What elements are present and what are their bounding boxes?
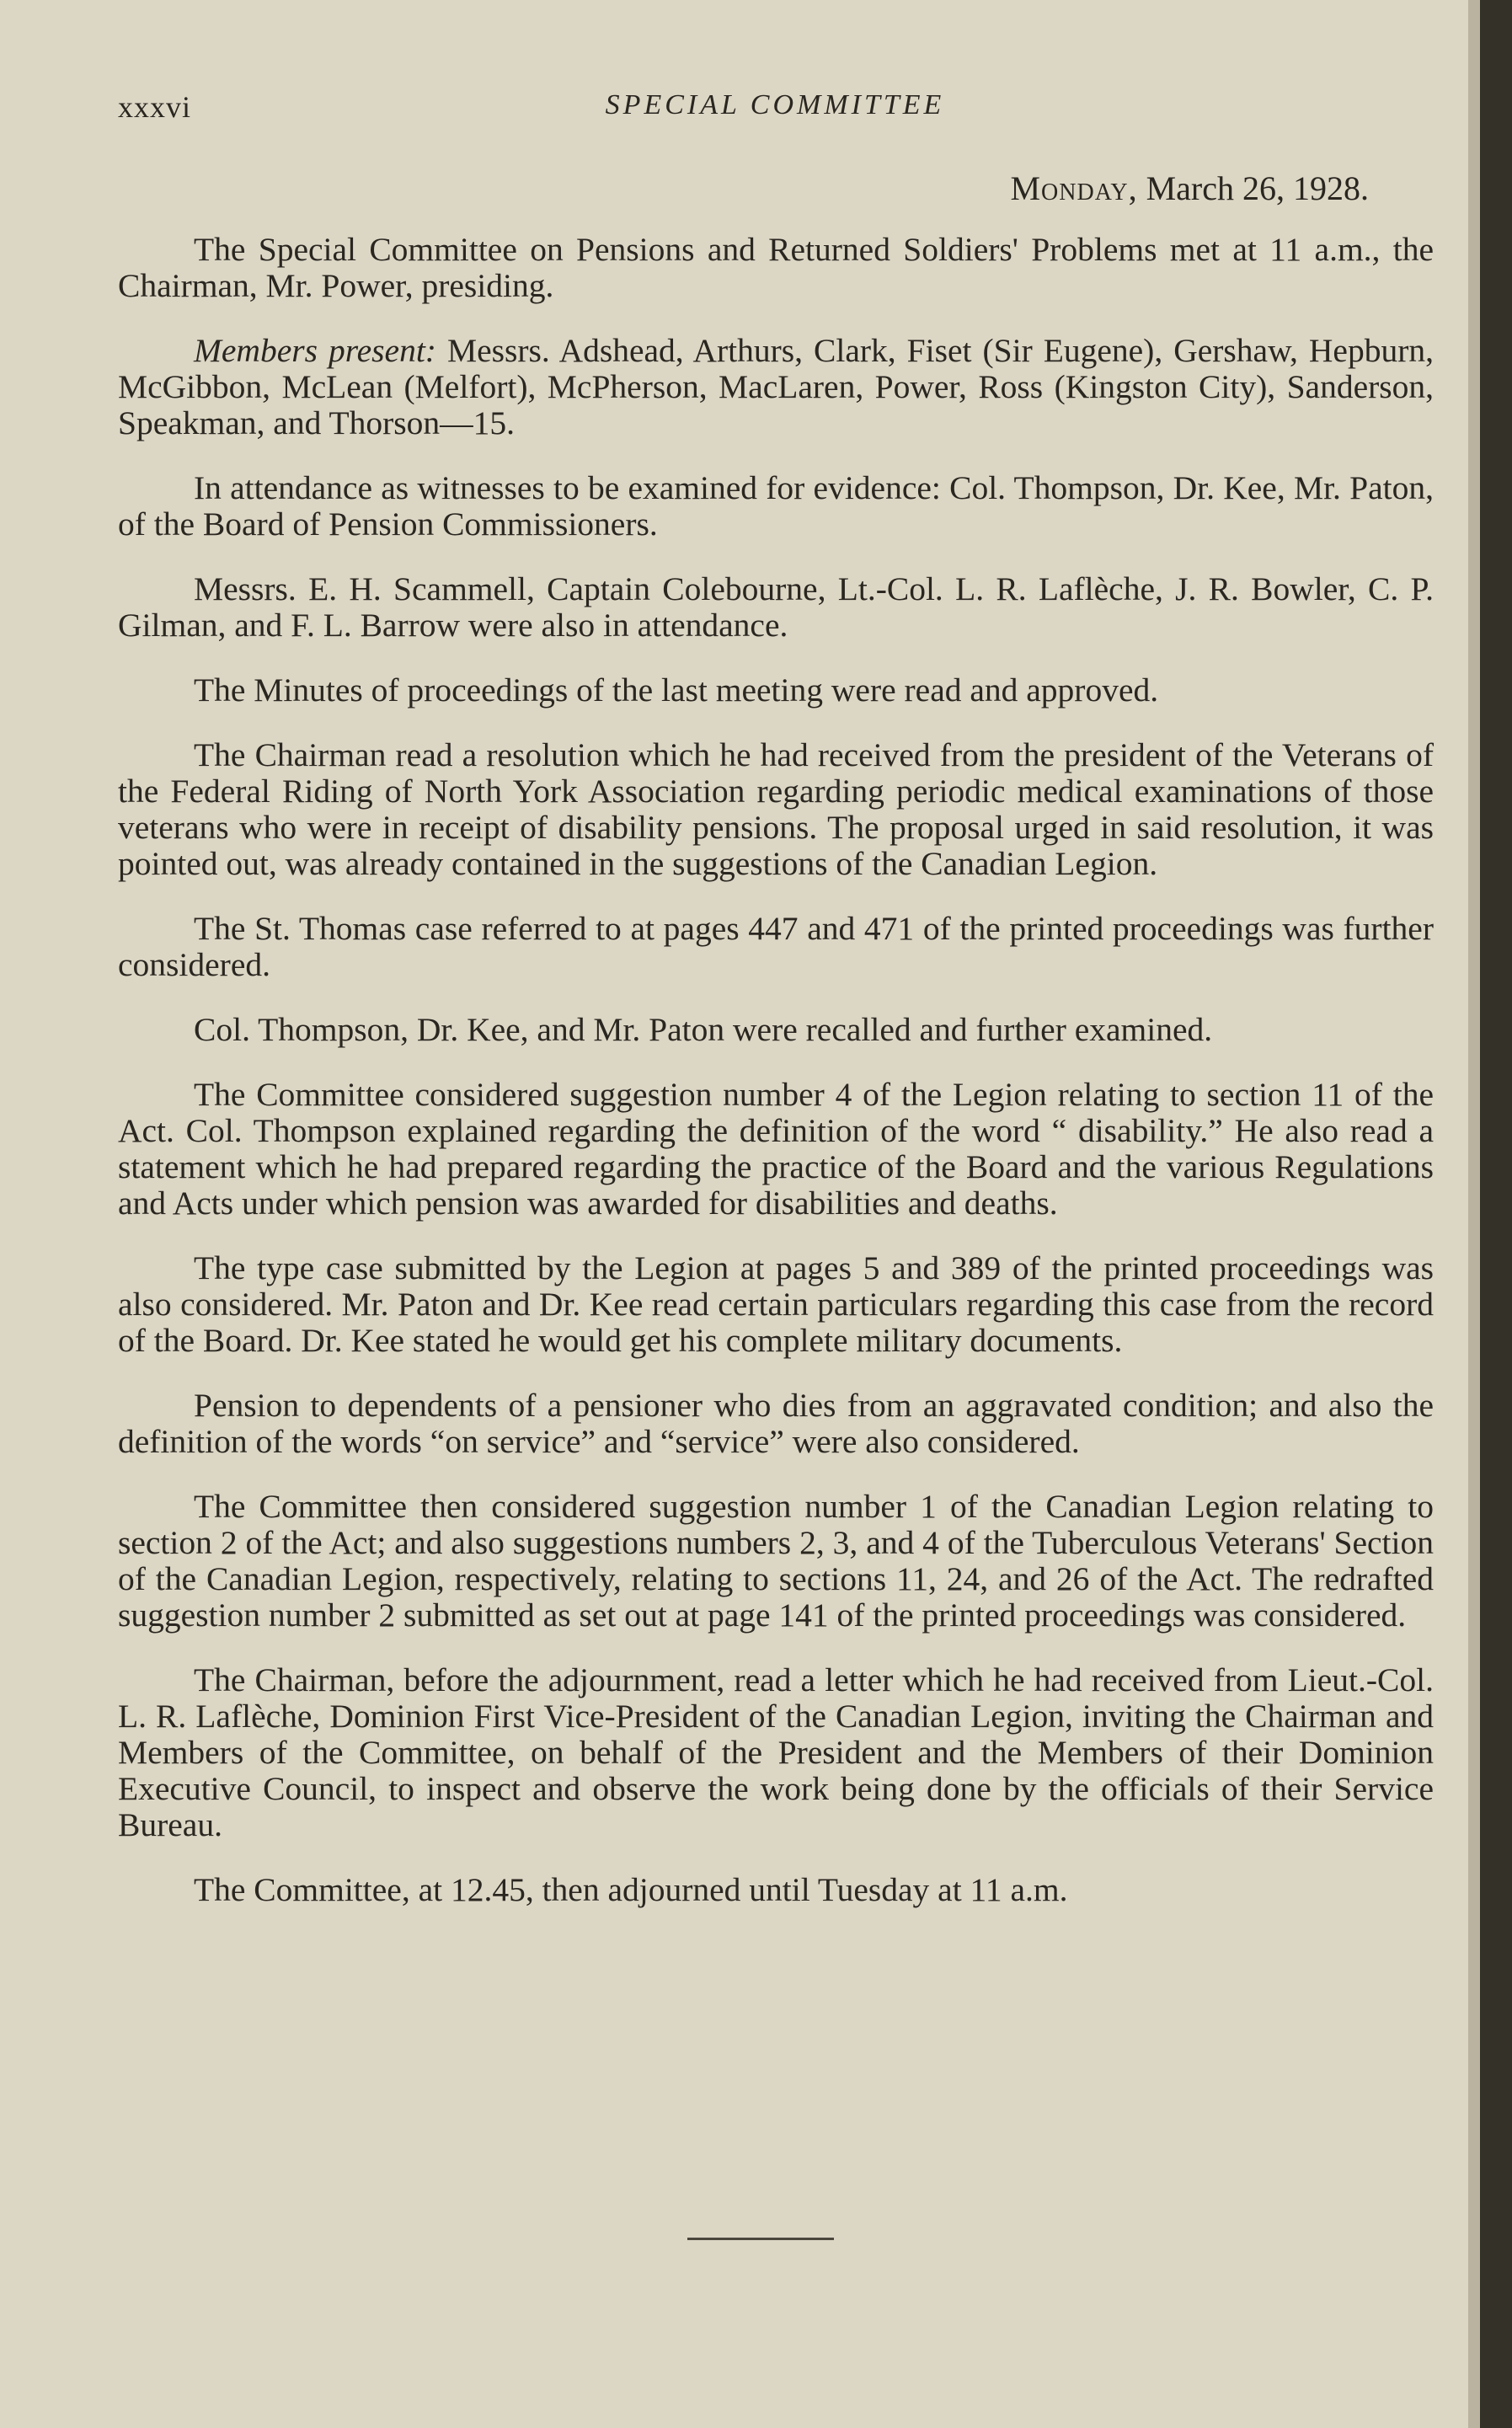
page-header — [118, 89, 1432, 131]
dateline-day: Monday, — [1010, 169, 1138, 207]
paragraph-letter-read: The Chairman, before the adjournment, read a letter which he had received from Lieut.-Col. L. R. Laflèche, Dominion First Vice-President of the Canadian Legion, inviting the Chairman and Members of the Committee, on behalf of the President and the Members of their Dominion Executive Council, to inspect and observe the work being done by the officials of their Service Bureau. — [118, 1661, 1434, 1843]
paragraph-meeting-opened: The Special Committee on Pensions and Returned Soldiers' Problems met at 11 a.m., the Chairman, Mr. Power, presiding. — [118, 231, 1434, 304]
page-edge-shadow — [1468, 0, 1480, 2428]
paragraph-witnesses: In attendance as witnesses to be examined for evidence: Col. Thompson, Dr. Kee, Mr. Paton, of the Board of Pension Commissioners. — [118, 469, 1434, 543]
paragraph-dependents-pension: Pension to dependents of a pensioner who dies from an aggravated condition; and also the definition of the words “on service” and “service” were also considered. — [118, 1387, 1434, 1460]
paragraph-adjourned: The Committee, at 12.45, then adjourned until Tuesday at 11 a.m. — [194, 1871, 1068, 1908]
paragraph-minutes-approved: The Minutes of proceedings of the last meeting were read and approved. — [194, 671, 1159, 709]
closing-rule — [687, 2238, 834, 2240]
paragraph-suggestion-4: The Committee considered suggestion number 4 of the Legion relating to section 11 of the Act. Col. Thompson explained regarding the definition of the word “ disability.” He also read a statement which he had prepared regarding the practice of the Board and the various Regulations and Acts under which pension was awarded for disabilities and deaths. — [118, 1076, 1434, 1222]
paragraph-members-present — [118, 333, 1434, 441]
paragraph-suggestion-1: The Committee then considered suggestion number 1 of the Canadian Legion relating to section 2 of the Act; and also suggestions numbers 2, 3, and 4 of the Tuberculous Veterans' Section of the Canadian Legion, respectively, relating to sections 11, 24, and 26 of the Act. The redrafted suggestion number 2 submitted as set out at page 141 of the printed proceedings was considered. — [118, 1488, 1434, 1634]
page-number: xxxvi — [118, 90, 192, 124]
paragraph-type-case: The type case submitted by the Legion at pages 5 and 389 of the printed proceedings was also considered. Mr. Paton and Dr. Kee read certain particulars regarding this case from the record of the Board. Dr. Kee stated he would get his complete military documents. — [118, 1249, 1434, 1359]
paragraph-also-attending: Messrs. E. H. Scammell, Captain Colebourne, Lt.-Col. L. R. Laflèche, J. R. Bowler, C. P. Gilman, and F. L. Barrow were also in attendance. — [118, 570, 1434, 644]
paragraph-resolution: The Chairman read a resolution which he had received from the president of the Veterans of the Federal Riding of North York Association regarding periodic medical examinations of those veterans who were in receipt of disability pensions. The proposal urged in said resolution, it was pointed out, was already contained in the suggestions of the Canadian Legion. — [118, 736, 1434, 882]
dateline-date: March 26, 1928. — [1146, 169, 1369, 207]
running-head: SPECIAL COMMITTEE — [605, 89, 945, 120]
members-present-list: Messrs. Adshead, Arthurs, Clark, Fiset (Sir Eugene), Gershaw, Hepburn, McGibbon, McLean (Melfort), McPherson, MacLaren, Power, Ross (Kingston City), Sanderson, Speakman, and Thorson—15. — [118, 332, 1434, 441]
members-present-label: Members present: — [194, 332, 436, 369]
minutes-body — [118, 232, 1434, 1908]
dateline — [1010, 168, 1369, 208]
paragraph-st-thomas-case: The St. Thomas case referred to at pages 447 and 471 of the printed proceedings was further considered. — [118, 910, 1434, 983]
book-spine — [1480, 0, 1512, 2428]
paragraph-witnesses-recalled: Col. Thompson, Dr. Kee, and Mr. Paton were recalled and further examined. — [194, 1011, 1213, 1048]
